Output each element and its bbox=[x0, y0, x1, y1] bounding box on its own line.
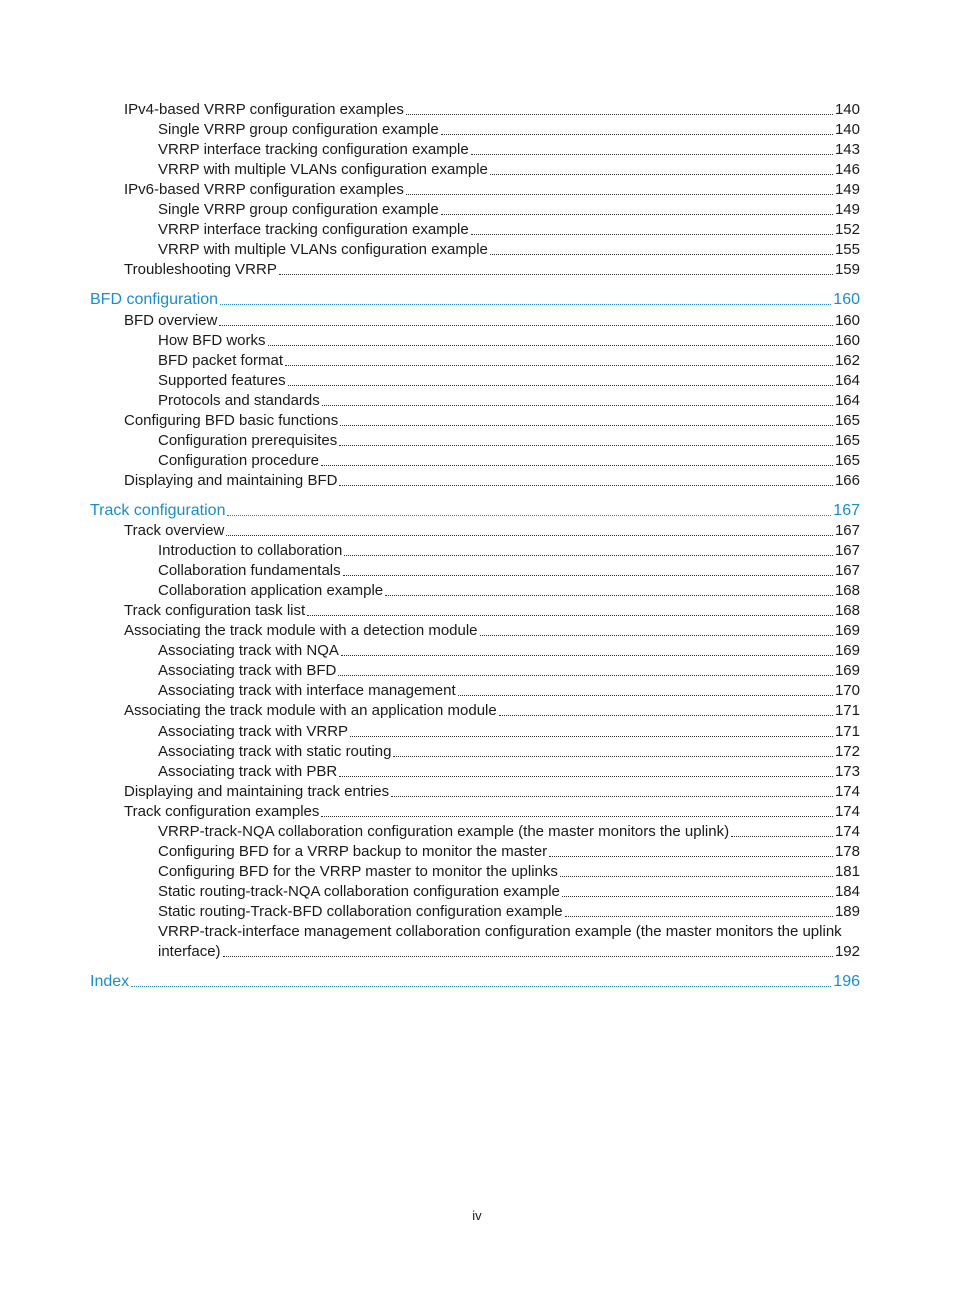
dot-leader bbox=[339, 444, 833, 446]
toc-entry-page-number: 159 bbox=[834, 261, 860, 279]
toc-entry-page-number: 146 bbox=[834, 161, 860, 179]
toc-section-entry[interactable] bbox=[158, 431, 860, 451]
toc-section-entry[interactable] bbox=[158, 200, 860, 220]
toc-entry-title: BFD configuration bbox=[90, 291, 219, 309]
dot-leader bbox=[471, 233, 833, 235]
toc-entry-title: Introduction to collaboration bbox=[158, 542, 343, 560]
dot-leader bbox=[220, 303, 831, 305]
dot-leader bbox=[339, 775, 833, 777]
dot-leader bbox=[565, 915, 833, 917]
toc-entry-title: Associating the track module with an application module bbox=[124, 702, 497, 720]
toc-entry-title: Troubleshooting VRRP bbox=[124, 261, 277, 279]
toc-section-entry[interactable] bbox=[158, 451, 860, 471]
toc-chapter-entry[interactable] bbox=[90, 290, 860, 310]
toc-section-entry[interactable] bbox=[124, 311, 860, 331]
dot-leader bbox=[340, 424, 833, 426]
toc-section-entry[interactable] bbox=[158, 762, 860, 782]
dot-leader bbox=[268, 344, 833, 346]
toc-entry-page-number: 172 bbox=[834, 742, 860, 760]
toc-section-entry[interactable] bbox=[124, 180, 860, 200]
toc-entry-page-number: 165 bbox=[834, 411, 860, 429]
toc-section-entry[interactable] bbox=[124, 260, 860, 280]
toc-entry-page-number: 166 bbox=[834, 471, 860, 489]
toc-entry-title: IPv4-based VRRP configuration examples bbox=[124, 101, 404, 118]
toc-section-entry[interactable] bbox=[124, 521, 860, 541]
toc-entry-title: Associating the track module with a detection module bbox=[124, 622, 478, 640]
toc-entry-page-number: 165 bbox=[834, 451, 860, 469]
toc-entry-page-number: 174 bbox=[834, 822, 860, 840]
toc-section-entry[interactable] bbox=[158, 120, 860, 140]
toc-entry-title: Track configuration task list bbox=[124, 602, 306, 620]
toc-section-entry[interactable] bbox=[158, 842, 860, 862]
dot-leader bbox=[321, 815, 833, 817]
toc-entry-title: Single VRRP group configuration example bbox=[158, 201, 439, 219]
dot-leader bbox=[562, 895, 833, 897]
toc-entry-page-number: 196 bbox=[833, 973, 860, 991]
toc-entry-page-number: 184 bbox=[834, 882, 860, 900]
toc-entry-page-number: 167 bbox=[834, 522, 860, 539]
toc-section-entry[interactable] bbox=[124, 411, 860, 431]
toc-entry-title: Track overview bbox=[124, 522, 225, 539]
toc-entry-title: interface) bbox=[158, 943, 221, 960]
dot-leader bbox=[471, 153, 833, 155]
dot-leader bbox=[307, 614, 833, 616]
toc-entry-page-number: 174 bbox=[834, 782, 860, 800]
toc-entry-page-number: 171 bbox=[834, 702, 860, 720]
toc-entry-page-number: 192 bbox=[834, 943, 860, 960]
toc-entry-page-number: 160 bbox=[834, 331, 860, 349]
toc-entry-page-number: 165 bbox=[834, 431, 860, 449]
toc-entry-page-number: 140 bbox=[834, 101, 860, 118]
toc-entry-title: VRRP interface tracking configuration example bbox=[158, 141, 469, 159]
toc-entry-title: BFD packet format bbox=[158, 351, 284, 369]
toc-entry-title: Configuring BFD for a VRRP backup to monitor the master bbox=[158, 842, 548, 860]
toc-entry-page-number: 167 bbox=[834, 562, 860, 580]
toc-section-entry[interactable] bbox=[158, 922, 860, 962]
toc-entry-title: Associating track with BFD bbox=[158, 662, 337, 680]
toc-section-entry[interactable] bbox=[158, 742, 860, 762]
dot-leader bbox=[338, 674, 833, 676]
toc-entry-title: VRRP-track-NQA collaboration configuration example (the master monitors the uplink) bbox=[158, 822, 730, 840]
toc-entry-title: VRRP interface tracking configuration example bbox=[158, 221, 469, 239]
toc-entry-title: Associating track with interface management bbox=[158, 682, 456, 700]
toc-entry-title: Displaying and maintaining track entries bbox=[124, 782, 390, 800]
toc-entry-page-number: 171 bbox=[834, 722, 860, 740]
toc-section-entry[interactable] bbox=[158, 541, 860, 561]
dot-leader bbox=[549, 855, 833, 857]
toc-entry-title: Configuration prerequisites bbox=[158, 431, 338, 449]
dot-leader bbox=[288, 384, 833, 386]
toc-section-entry[interactable] bbox=[158, 681, 860, 701]
toc-entry-page-number: 164 bbox=[834, 371, 860, 389]
toc-entry-title: Configuring BFD for the VRRP master to monitor the uplinks bbox=[158, 862, 558, 880]
dot-leader bbox=[227, 514, 831, 516]
dot-leader bbox=[406, 113, 833, 115]
toc-entry-title: Associating track with VRRP bbox=[158, 722, 349, 740]
toc-entry-title: Protocols and standards bbox=[158, 391, 320, 409]
toc-entry-page-number: 149 bbox=[834, 201, 860, 219]
dot-leader bbox=[490, 173, 833, 175]
toc-entry-page-number: 160 bbox=[833, 291, 860, 309]
toc-section-entry[interactable] bbox=[158, 722, 860, 742]
dot-leader bbox=[344, 554, 833, 556]
toc-section-entry[interactable] bbox=[124, 782, 860, 802]
toc-section-entry[interactable] bbox=[158, 661, 860, 681]
toc-section-entry[interactable] bbox=[158, 160, 860, 180]
toc-entry-title: Static routing-track-NQA collaboration configuration example bbox=[158, 882, 560, 900]
dot-leader bbox=[441, 133, 833, 135]
toc-section-entry[interactable] bbox=[158, 391, 860, 411]
toc-section-entry[interactable] bbox=[158, 240, 860, 260]
dot-leader bbox=[406, 193, 833, 195]
toc-entry-page-number: 164 bbox=[834, 391, 860, 409]
toc-entry-page-number: 168 bbox=[834, 602, 860, 620]
toc-section-entry[interactable] bbox=[158, 862, 860, 882]
toc-section-entry[interactable] bbox=[158, 561, 860, 581]
toc-entry-page-number: 169 bbox=[834, 662, 860, 680]
dot-leader bbox=[226, 534, 833, 536]
dot-leader bbox=[441, 213, 833, 215]
toc-entry-page-number: 178 bbox=[834, 842, 860, 860]
dot-leader bbox=[223, 955, 833, 957]
dot-leader bbox=[560, 875, 833, 877]
toc-entry-title: Configuration procedure bbox=[158, 451, 319, 469]
toc-section-entry[interactable] bbox=[124, 621, 860, 641]
toc-entry-page-number: 155 bbox=[834, 241, 860, 259]
toc-entry-title: Index bbox=[90, 973, 130, 991]
toc-entry-page-number: 143 bbox=[834, 141, 860, 159]
dot-leader bbox=[321, 464, 833, 466]
dot-leader bbox=[341, 654, 833, 656]
toc-entry-title: Associating track with static routing bbox=[158, 742, 392, 760]
dot-leader bbox=[322, 404, 833, 406]
toc-chapter-entry[interactable] bbox=[90, 972, 860, 992]
toc-entry-title: VRRP-track-interface management collaboration configuration example (the master monitors the uplink bbox=[158, 923, 842, 940]
dot-leader bbox=[391, 795, 833, 797]
toc-section-entry[interactable] bbox=[158, 351, 860, 371]
toc-entry-page-number: 181 bbox=[834, 862, 860, 880]
toc-section-entry[interactable] bbox=[124, 802, 860, 822]
toc-entry-page-number: 168 bbox=[834, 582, 860, 600]
toc-entry-title: IPv6-based VRRP configuration examples bbox=[124, 181, 404, 199]
dot-leader bbox=[279, 273, 833, 275]
dot-leader bbox=[385, 594, 833, 596]
toc-entry-page-number: 140 bbox=[834, 121, 860, 139]
toc-entry-title: BFD overview bbox=[124, 311, 218, 329]
toc-section-entry[interactable] bbox=[124, 100, 860, 120]
toc-entry-title: Associating track with PBR bbox=[158, 762, 338, 780]
toc-entry-title: VRRP with multiple VLANs configuration example bbox=[158, 241, 488, 259]
dot-leader bbox=[731, 835, 833, 837]
dot-leader bbox=[339, 484, 833, 486]
toc-entry-title: Associating track with NQA bbox=[158, 642, 339, 660]
toc-entry-title: Static routing-Track-BFD collaboration configuration example bbox=[158, 902, 563, 920]
toc-section-entry[interactable] bbox=[158, 140, 860, 160]
page-number: iv bbox=[472, 1208, 482, 1223]
toc-entry-title: How BFD works bbox=[158, 331, 266, 349]
toc-entry-page-number: 169 bbox=[834, 622, 860, 640]
toc-entry-page-number: 189 bbox=[834, 902, 860, 920]
dot-leader bbox=[343, 574, 833, 576]
dot-leader bbox=[131, 985, 831, 987]
dot-leader bbox=[219, 324, 833, 326]
toc-entry-title: Track configuration examples bbox=[124, 802, 320, 820]
toc-section-entry[interactable] bbox=[124, 601, 860, 621]
toc-section-entry[interactable] bbox=[158, 220, 860, 240]
toc-section-entry[interactable] bbox=[158, 641, 860, 661]
toc-section-entry[interactable] bbox=[158, 581, 860, 601]
toc-section-entry[interactable] bbox=[158, 371, 860, 391]
toc-entry-page-number: 152 bbox=[834, 221, 860, 239]
dot-leader bbox=[499, 714, 833, 716]
toc-entry-title: Track configuration bbox=[90, 501, 226, 519]
toc-section-entry[interactable] bbox=[124, 701, 860, 721]
toc-entry-title: Collaboration fundamentals bbox=[158, 562, 341, 580]
toc-entry-title: VRRP with multiple VLANs configuration example bbox=[158, 161, 488, 179]
toc-chapter-entry[interactable] bbox=[90, 501, 860, 521]
dot-leader bbox=[458, 694, 833, 696]
toc-entry-page-number: 162 bbox=[834, 351, 860, 369]
toc-section-entry[interactable] bbox=[158, 822, 860, 842]
toc-entry-page-number: 170 bbox=[834, 682, 860, 700]
toc-entry-page-number: 167 bbox=[833, 501, 860, 519]
toc-section-entry[interactable] bbox=[158, 902, 860, 922]
toc-entry-title: Supported features bbox=[158, 371, 286, 389]
toc-section-entry[interactable] bbox=[158, 331, 860, 351]
dot-leader bbox=[490, 253, 833, 255]
toc-entry-title: Configuring BFD basic functions bbox=[124, 411, 339, 429]
dot-leader bbox=[393, 755, 833, 757]
toc-section-entry[interactable] bbox=[124, 471, 860, 491]
dot-leader bbox=[285, 364, 833, 366]
toc-entry-page-number: 167 bbox=[834, 542, 860, 560]
dot-leader bbox=[350, 735, 833, 737]
dot-leader bbox=[480, 634, 833, 636]
toc-entry-title: Displaying and maintaining BFD bbox=[124, 471, 338, 489]
toc-entry-title: Single VRRP group configuration example bbox=[158, 121, 439, 139]
toc-entry-page-number: 169 bbox=[834, 642, 860, 660]
toc-entry-page-number: 174 bbox=[834, 802, 860, 820]
toc-entry-page-number: 149 bbox=[834, 181, 860, 199]
toc-entry-page-number: 160 bbox=[834, 311, 860, 329]
toc-entry-page-number: 173 bbox=[834, 762, 860, 780]
toc-entry-title: Collaboration application example bbox=[158, 582, 384, 600]
toc-section-entry[interactable] bbox=[158, 882, 860, 902]
